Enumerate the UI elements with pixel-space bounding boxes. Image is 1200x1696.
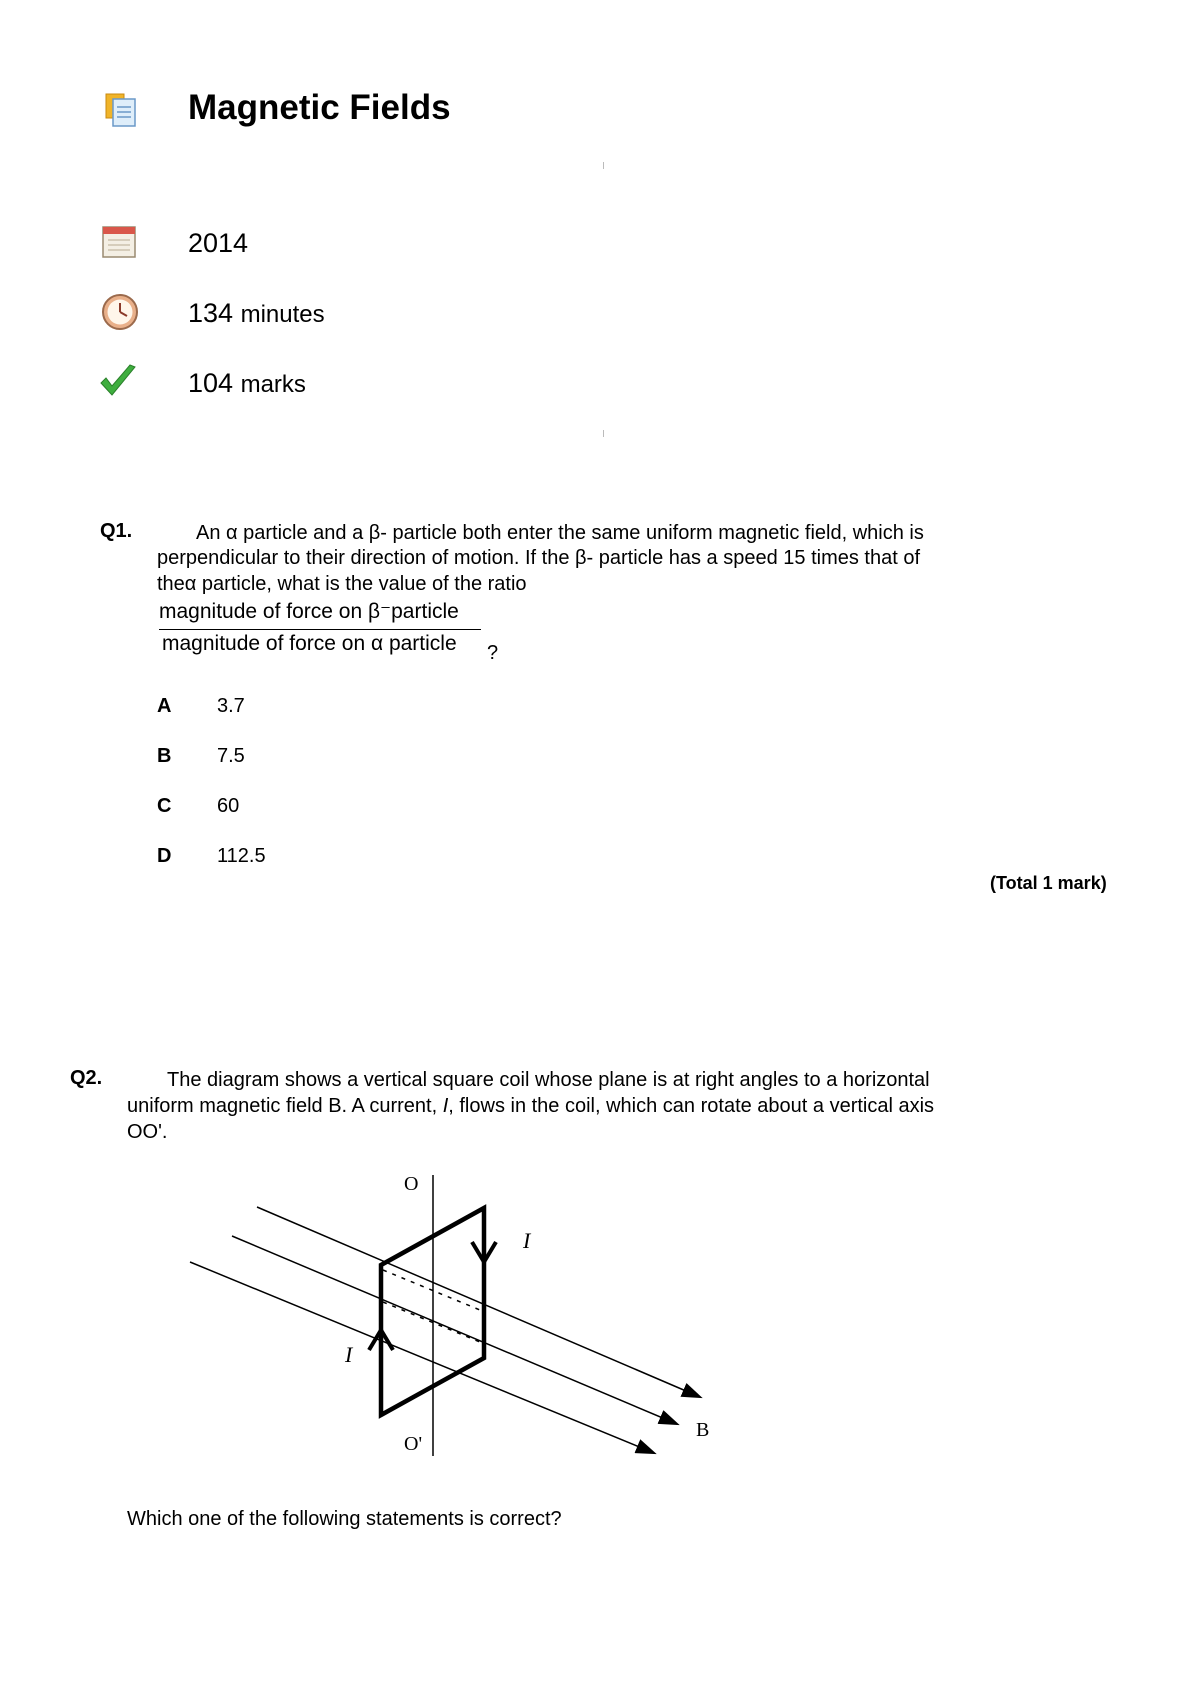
ratio-numerator: magnitude of force on β⁻particle [159,600,459,623]
option-c-letter: C [157,795,172,817]
ratio-question-mark: ? [487,642,499,664]
option-c-value: 60 [217,795,240,817]
page-title: Magnetic Fields [188,88,451,127]
option-a-letter: A [157,695,172,717]
q2-line2 [127,1093,934,1119]
axis-label-top: O [404,1173,419,1195]
current-symbol: I [442,1095,449,1117]
option-a-value: 3.7 [217,695,245,717]
q1-line2: perpendicular to their direction of motion. If the β- particle has a speed 15 times that of [157,547,921,569]
option-d-letter: D [157,845,172,867]
option-d-value: 112.5 [217,845,266,867]
document-icon [102,90,142,130]
clock-icon [100,292,140,332]
field-line [257,1207,700,1397]
current-label-left: I [345,1342,353,1367]
ratio-denominator: magnitude of force on α particle [162,632,457,655]
marks-value: 104 [188,368,234,398]
coil-diagram [180,1170,720,1470]
fraction-bar [159,629,481,630]
field-line [232,1236,677,1424]
axis-label-bottom: O' [404,1433,423,1455]
q1-label: Q1. [100,520,133,542]
current-label-right: I [523,1228,531,1253]
marks-unit: marks [240,371,306,398]
option-b-letter: B [157,745,172,767]
q1-line3: theα particle, what is the value of the ratio [157,573,527,595]
q2-line2-start: uniform magnetic field B. A current, [127,1095,443,1117]
duration-value: 134 [188,298,234,328]
duration-unit: minutes [240,301,325,328]
marks [188,368,306,399]
hidden-field-segment [383,1302,480,1342]
q2-label: Q2. [70,1067,103,1089]
q2-prompt: Which one of the following statements is correct? [127,1508,562,1530]
option-b-value: 7.5 [217,745,245,767]
year-value: 2014 [188,228,249,258]
q2-line3: OO'. [127,1121,168,1143]
checkmark-icon [98,362,138,402]
q1-total-marks: (Total 1 mark) [990,873,1107,893]
duration [188,298,325,329]
q2-line2-end: , flows in the coil, which can rotate about a vertical axis [448,1095,935,1117]
q1-line1: An α particle and a β- particle both enter the same uniform magnetic field, which is [196,522,924,544]
q2-line1: The diagram shows a vertical square coil whose plane is at right angles to a horizontal [167,1069,930,1091]
calendar-icon [100,222,140,262]
field-label: B [696,1419,710,1441]
hidden-field-segment [383,1270,480,1310]
divider-mark [603,162,604,169]
divider-mark [603,430,604,437]
field-line [190,1262,654,1453]
